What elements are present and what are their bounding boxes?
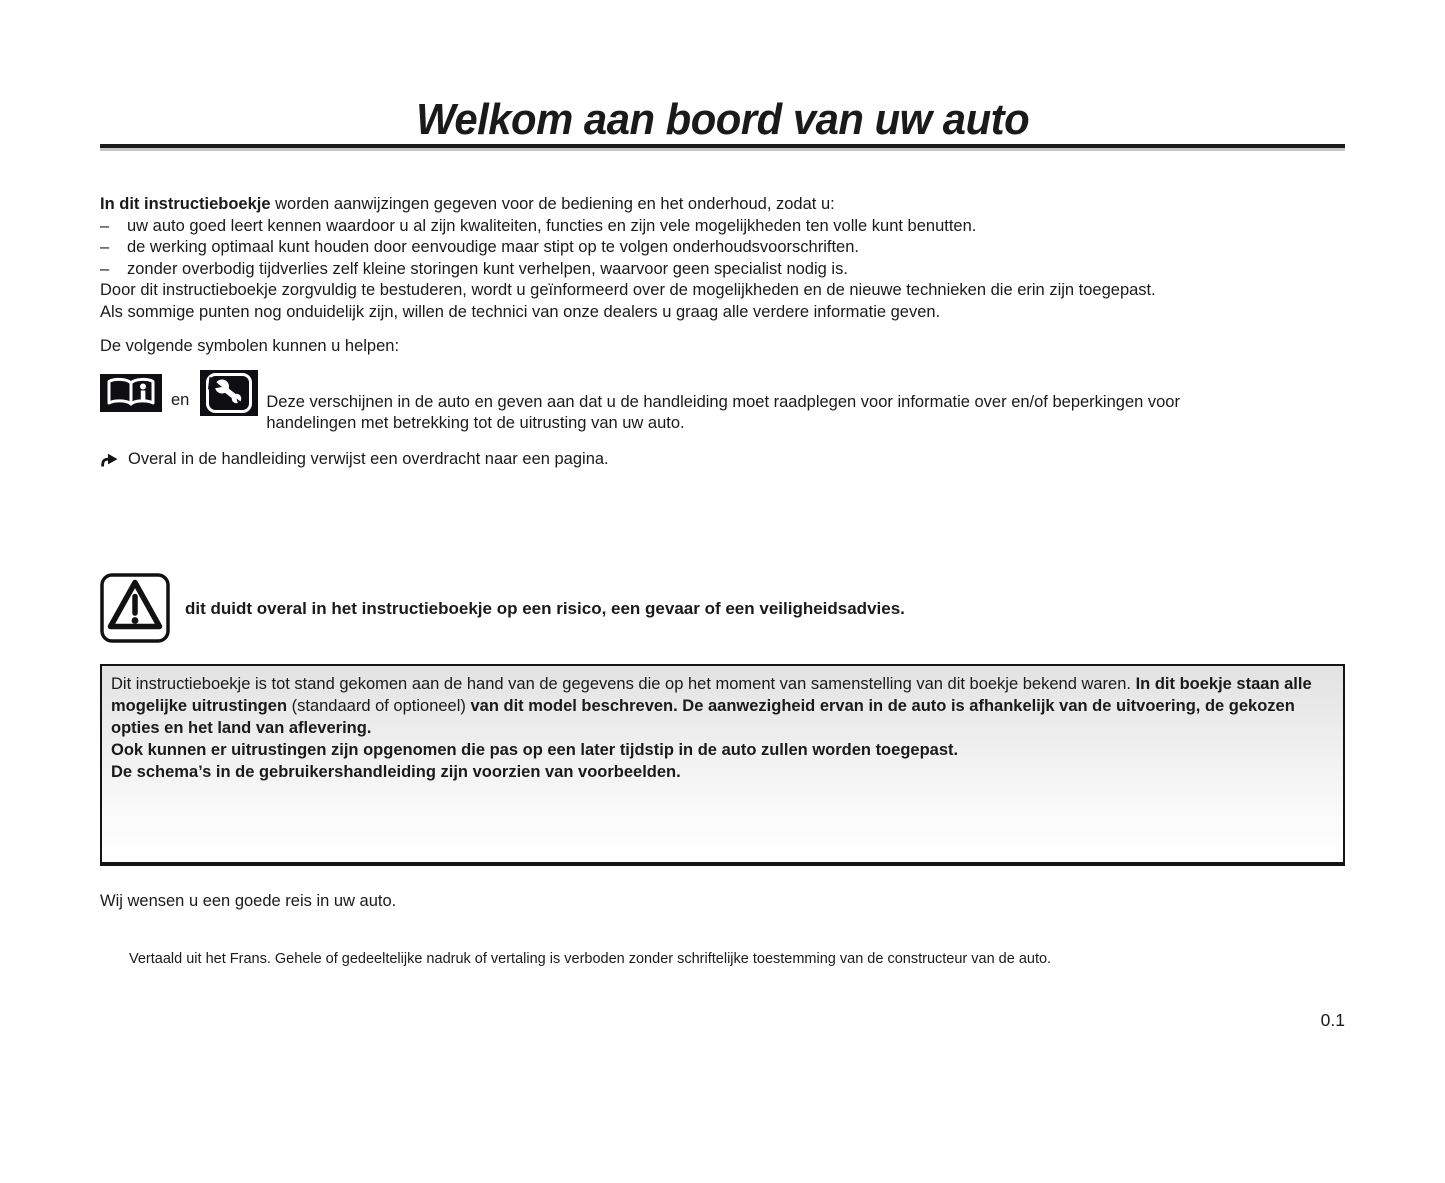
- intro-lead-rest: worden aanwijzingen gegeven voor de bediening en het onderhoud, zodat u:: [270, 195, 835, 214]
- intro-paragraph-line: Als sommige punten nog onduidelijk zijn, willen de technici van onze dealers u graag alle verdere informatie geven.: [100, 302, 941, 321]
- page-content: [100, 194, 1345, 1032]
- warning-triangle-icon: [100, 573, 170, 643]
- page-reference-text: Overal in de handleiding verwijst een overdracht naar een pagina.: [128, 449, 609, 468]
- symbols-description-line: handelingen met betrekking tot de uitrusting van uw auto.: [266, 414, 685, 433]
- notice-paragraph: De schema’s in de gebruikershandleiding zijn voorzien van voorbeelden.: [111, 763, 681, 782]
- intro-lead: [100, 194, 1345, 216]
- intro-section: [100, 194, 1345, 323]
- list-item-text: zonder overbodig tijdverlies zelf kleine storingen kunt verhelpen, waarvoor geen specialist nodig is.: [127, 259, 848, 278]
- dash-bullet: –: [100, 238, 110, 257]
- wrench-icon: [200, 370, 258, 416]
- page-number: 0.1: [1320, 1010, 1345, 1031]
- notice-segment: In dit boekje staan alle mogelijke uitrustingen: [111, 675, 1312, 716]
- list-item: [100, 237, 1345, 259]
- dash-bullet: –: [100, 259, 110, 278]
- page-reference-arrow-icon: [100, 452, 121, 467]
- open-book-info-icon: [100, 374, 162, 412]
- notice-box: [100, 664, 1345, 866]
- dash-bullet: –: [100, 216, 110, 235]
- title-header: [100, 95, 1345, 148]
- intro-paragraph-line: Door dit instructieboekje zorgvuldig te bestuderen, wordt u geïnformeerd over de mogelijkheden en de nieuwe technieken die erin zijn toegepast.: [100, 281, 1156, 300]
- notice-segment: Dit instructieboekje is tot stand gekomen aan de hand van de gegevens die op het moment van samenstelling van dit boekje bekend waren.: [111, 675, 1136, 694]
- page-title: Welkom aan boord van uw auto: [415, 95, 1030, 144]
- symbols-heading: De volgende symbolen kunnen u helpen:: [100, 337, 400, 356]
- closing-wish: Wij wensen u een goede reis in uw auto.: [100, 892, 397, 911]
- symbols-row: [100, 370, 1345, 435]
- list-item: [100, 259, 1345, 281]
- copyright-note: Vertaald uit het Frans. Gehele of gedeeltelijke nadruk of vertaling is verboden zonder schriftelijke toestemming van de constructeur van de auto.: [129, 950, 1052, 967]
- intro-lead-bold: In dit instructieboekje: [100, 195, 271, 214]
- list-item: [100, 216, 1345, 238]
- warning-section: [100, 573, 1345, 643]
- notice-segment: van dit model beschreven. De aanwezigheid ervan in de auto is afhankelijk van de uitvoering, de gekozen opties en het land van aflevering.: [111, 697, 1295, 738]
- notice-paragraph: Ook kunnen er uitrustingen zijn opgenomen die pas op een later tijdstip in de auto zullen worden toegepast.: [111, 741, 959, 760]
- symbols-description-line: Deze verschijnen in de auto en geven aan dat u de handleiding moet raadplegen voor informatie over en/of beperkingen voor: [266, 392, 1180, 411]
- list-item-text: uw auto goed leert kennen waardoor u al zijn kwaliteiten, functies en zijn vele mogelijkheden ten volle kunt benutten.: [127, 216, 977, 235]
- symbols-description: [266, 392, 1180, 435]
- connector-text: en: [171, 390, 190, 409]
- notice-segment: (standaard of optioneel): [291, 697, 471, 716]
- list-item-text: de werking optimaal kunt houden door eenvoudige maar stipt op te volgen onderhoudsvoorschriften.: [127, 238, 859, 257]
- warning-text: dit duidt overal in het instructieboekje op een risico, een gevaar of een veiligheidsadvies.: [185, 598, 905, 618]
- page-reference-note: [100, 449, 1345, 471]
- notice-paragraph: [111, 673, 1333, 739]
